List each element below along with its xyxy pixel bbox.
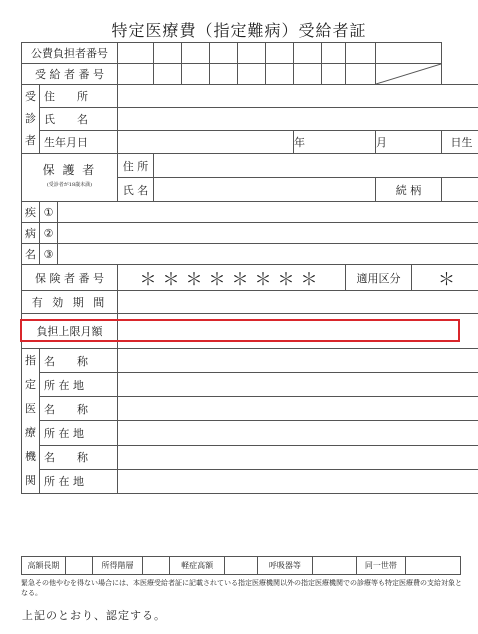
institution-name-label-2: 名 称 bbox=[40, 397, 118, 421]
status-label-4: 呼吸器等 bbox=[257, 557, 312, 575]
institution-name-label-3: 名 称 bbox=[40, 445, 118, 469]
institution-char-6: 関 bbox=[25, 474, 36, 487]
patient-name-label: 氏 名 bbox=[40, 108, 118, 131]
dob-day-unit: 日生 bbox=[442, 131, 478, 154]
patient-name-field bbox=[118, 108, 478, 131]
institution-loc-label-1: 所 在 地 bbox=[40, 373, 118, 397]
patient-char-3: 者 bbox=[25, 134, 36, 147]
dob-year-unit: 年 bbox=[294, 131, 376, 154]
institution-loc-label-2: 所 在 地 bbox=[40, 421, 118, 445]
validity-field bbox=[118, 291, 478, 314]
disease-field-3 bbox=[58, 244, 478, 265]
validity-label: 有 効 期 間 bbox=[22, 291, 118, 314]
institution-name-label-1: 名 称 bbox=[40, 349, 118, 373]
insured-no-value: ＊＊＊＊＊＊＊＊ bbox=[118, 265, 346, 291]
disease-char-2: 病 bbox=[22, 223, 40, 244]
insured-no-label: 保 険 者 番 号 bbox=[22, 265, 118, 291]
disease-marker-1: ① bbox=[40, 202, 58, 223]
disease-char-3: 名 bbox=[22, 244, 40, 265]
institution-char-3: 医 bbox=[25, 402, 36, 415]
institution-char-4: 療 bbox=[25, 426, 36, 439]
limit-field bbox=[118, 314, 478, 349]
institution-char-1: 指 bbox=[25, 354, 36, 367]
patient-char-1: 受 bbox=[25, 90, 36, 103]
status-label-3: 軽症高額 bbox=[170, 557, 225, 575]
status-label-1: 高額長期 bbox=[22, 557, 66, 575]
disease-marker-2: ② bbox=[40, 223, 58, 244]
diagonal-slash-cell bbox=[376, 64, 442, 85]
category-label: 適用区分 bbox=[346, 265, 412, 291]
guardian-address-field bbox=[154, 154, 478, 178]
guardian-name-label: 氏 名 bbox=[118, 178, 154, 202]
public-burden-label: 公費負担者番号 bbox=[22, 43, 118, 64]
relationship-field bbox=[442, 178, 478, 202]
disease-field-2 bbox=[58, 223, 478, 244]
status-label-5: 同一世帯 bbox=[356, 557, 405, 575]
institution-loc-label-3: 所 在 地 bbox=[40, 469, 118, 493]
disease-char-1: 疾 bbox=[22, 202, 40, 223]
patient-address-label: 住 所 bbox=[40, 85, 118, 108]
patient-char-2: 診 bbox=[25, 112, 36, 125]
status-row-table bbox=[21, 556, 461, 575]
guardian-note: (受診者が18歳未満) bbox=[46, 182, 93, 188]
dob-label: 生年月日 bbox=[40, 131, 118, 154]
certificate-title: 特定医療費（指定難病）受給者証 bbox=[111, 21, 367, 40]
limit-label: 負担上限月額 bbox=[22, 314, 118, 349]
dob-month-unit: 月 bbox=[376, 131, 442, 154]
certification-statement: 上記のとおり、認定する。 bbox=[22, 609, 166, 622]
patient-address-field bbox=[118, 85, 478, 108]
recipient-no-label: 受 給 者 番 号 bbox=[22, 64, 118, 85]
institution-char-5: 機 bbox=[25, 450, 36, 463]
category-value: ＊ bbox=[412, 265, 478, 291]
status-label-2: 所得階層 bbox=[93, 557, 142, 575]
disease-field-1 bbox=[58, 202, 478, 223]
disease-marker-3: ③ bbox=[40, 244, 58, 265]
relationship-label: 続 柄 bbox=[376, 178, 442, 202]
institution-char-2: 定 bbox=[25, 378, 36, 391]
certificate-table bbox=[21, 42, 478, 494]
guardian-label: 保 護 者 bbox=[42, 163, 97, 177]
emergency-note: 緊急その他やむを得ない場合には、本医療受給者証に記載されている指定医療機関以外の指定医療機関での診療等も特定医療費の支給対象となる。 bbox=[21, 579, 462, 597]
guardian-name-field bbox=[154, 178, 376, 202]
guardian-address-label: 住 所 bbox=[118, 154, 154, 178]
